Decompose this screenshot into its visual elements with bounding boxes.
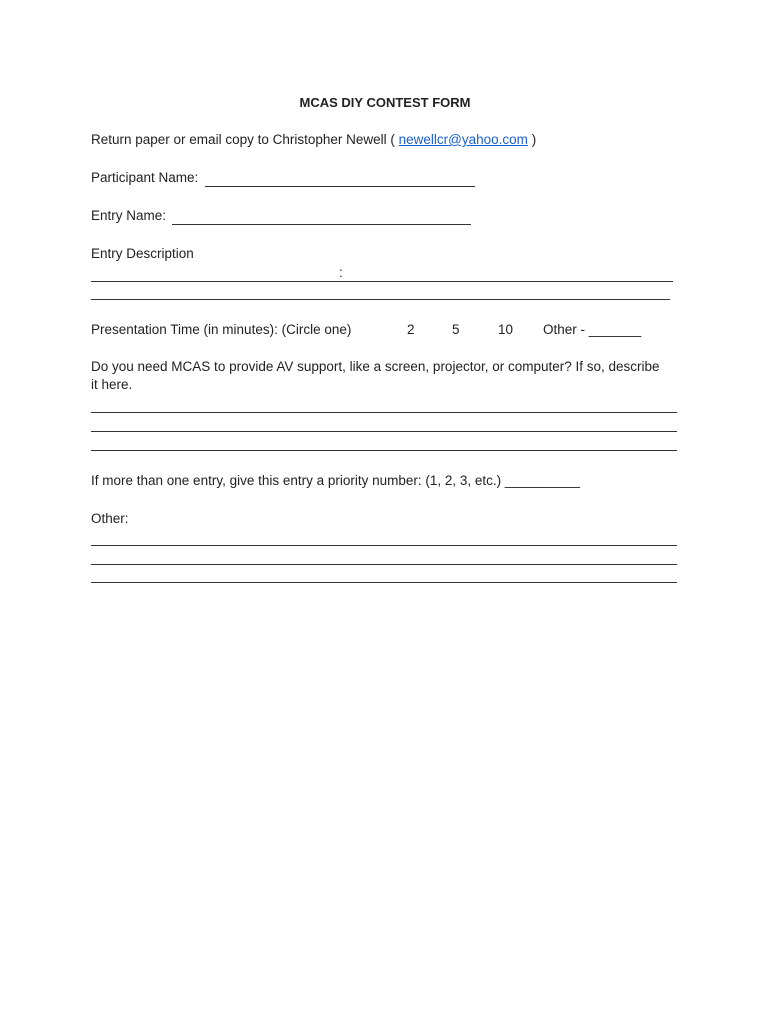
participant-name-field[interactable] [205, 186, 475, 187]
av-support-line-3[interactable] [91, 450, 677, 451]
entry-description-line-1[interactable] [91, 281, 673, 282]
entry-name-field[interactable] [172, 224, 471, 225]
time-option-10[interactable]: 10 [498, 322, 514, 337]
other-line-1[interactable] [91, 545, 677, 546]
form-title: MCAS DIY CONTEST FORM [299, 95, 471, 110]
return-instructions-close: ) [531, 132, 537, 147]
time-option-2[interactable]: 2 [407, 322, 415, 337]
priority-number-label: If more than one entry, give this entry a priority number: (1, 2, 3, etc.) __________ [91, 473, 581, 488]
entry-description-line-2[interactable] [91, 299, 670, 300]
return-instructions [91, 132, 536, 147]
return-instructions-text: Return paper or email copy to Christopher Newell ( [91, 132, 395, 147]
av-support-question-line-1: Do you need MCAS to provide AV support, like a screen, projector, or computer? If so, describe [91, 359, 660, 374]
av-support-line-1[interactable] [91, 412, 677, 413]
participant-name-label: Participant Name: [91, 170, 199, 185]
av-support-line-2[interactable] [91, 431, 677, 432]
time-option-other[interactable]: Other - _______ [543, 322, 642, 337]
other-line-2[interactable] [91, 564, 677, 565]
av-support-question-line-2: it here. [91, 377, 133, 392]
entry-name-label: Entry Name: [91, 208, 167, 223]
other-line-3[interactable] [91, 582, 677, 583]
email-link[interactable]: newellcr@yahoo.com [398, 132, 528, 147]
time-option-5[interactable]: 5 [452, 322, 460, 337]
other-label: Other: [91, 511, 129, 526]
entry-description-colon: : [339, 265, 343, 280]
entry-description-label: Entry Description [91, 246, 194, 261]
presentation-time-label: Presentation Time (in minutes): (Circle one) [91, 322, 352, 337]
